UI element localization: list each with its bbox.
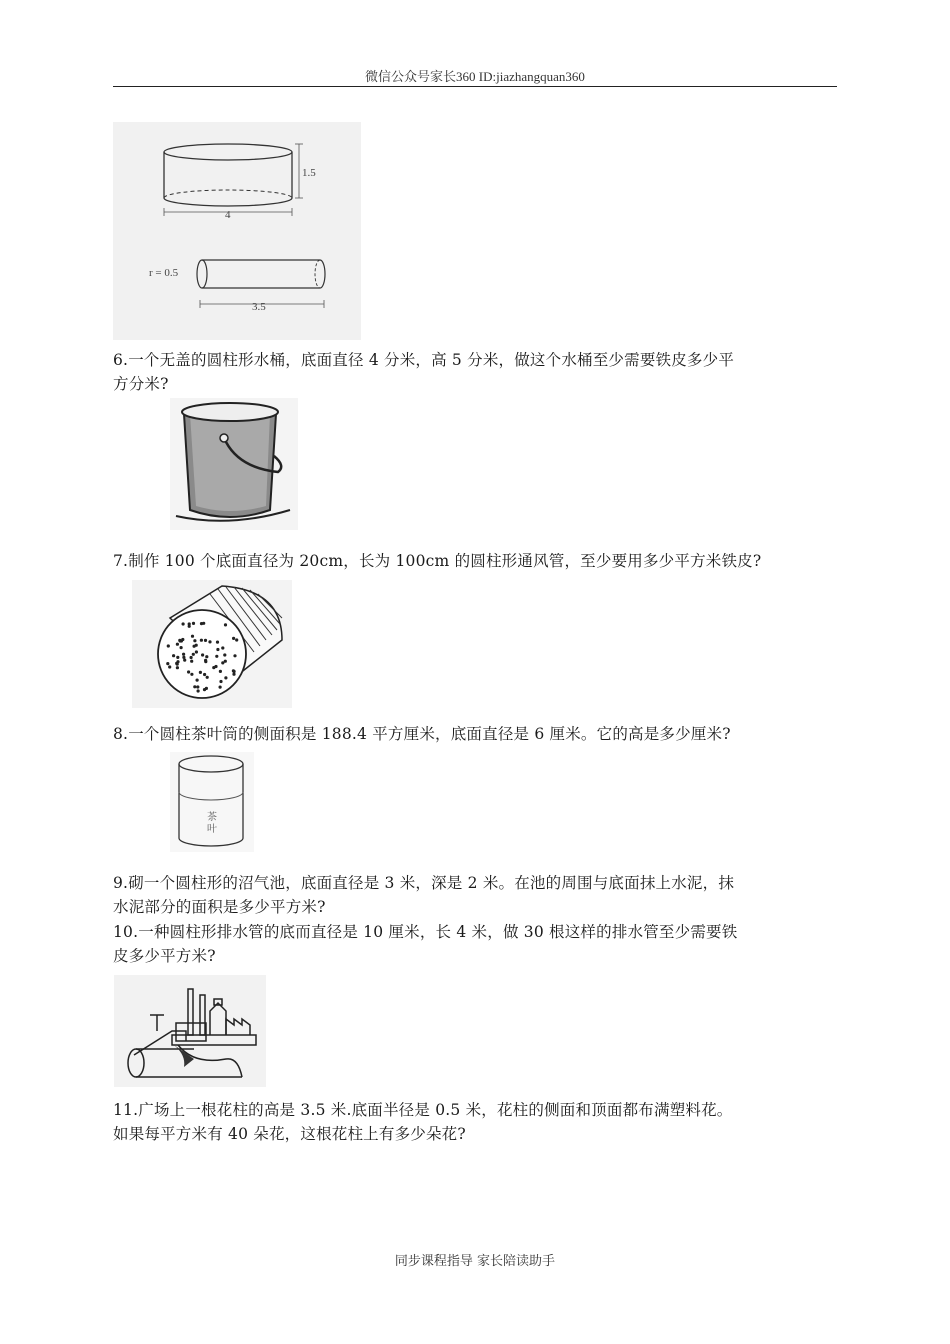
question-11-line-1: 11.广场上一根花柱的高是 3.5 米.底面半径是 0.5 米，花柱的侧面和顶面都布满塑料花。 bbox=[113, 1101, 733, 1119]
pipe-dot bbox=[182, 656, 185, 659]
question-9-line-2: 水泥部分的面积是多少平方米? bbox=[113, 898, 326, 916]
question-8 bbox=[113, 722, 843, 746]
pipe-dot bbox=[190, 660, 193, 663]
height-label: 1.5 bbox=[302, 167, 316, 179]
pipe-dot bbox=[197, 689, 200, 692]
question-11-line-2: 如果每平方米有 40 朵花，这根花柱上有多少朵花? bbox=[113, 1125, 466, 1143]
pipe-dot bbox=[224, 623, 227, 626]
pipe-dot bbox=[188, 622, 191, 625]
pipe-dot bbox=[204, 659, 207, 662]
question-6-line-1: 6.一个无盖的圆柱形水桶，底面直径 4 分米，高 5 分米，做这个水桶至少需要铁皮多少平 bbox=[113, 351, 735, 369]
pipe-dot bbox=[166, 662, 169, 665]
pipe-dot bbox=[190, 656, 193, 659]
pipe-dot bbox=[172, 654, 175, 657]
pipe-dot bbox=[182, 622, 185, 625]
pipe-dot bbox=[195, 650, 198, 653]
pipe-dot bbox=[200, 622, 203, 625]
pipe-dot bbox=[235, 638, 238, 641]
header-rule bbox=[113, 86, 837, 87]
radius-label: r = 0.5 bbox=[149, 267, 179, 279]
question-6-line-2: 方分米? bbox=[113, 375, 169, 393]
pipe-dot bbox=[216, 648, 219, 651]
pipe-dot bbox=[219, 680, 222, 683]
question-8-line-1: 8.一个圆柱茶叶筒的侧面积是 188.4 平方厘米，底面直径是 6 厘米。它的高是多少厘米? bbox=[113, 725, 731, 743]
pipe-dot bbox=[233, 654, 236, 657]
pipe-dot bbox=[187, 670, 190, 673]
pipe-dot bbox=[182, 653, 185, 656]
pipe-dot bbox=[190, 673, 193, 676]
pipe-dot bbox=[221, 661, 224, 664]
pipe-dot bbox=[232, 673, 235, 676]
pipe-dot bbox=[201, 653, 204, 656]
pipe-dot bbox=[193, 639, 196, 642]
pipe-dot bbox=[183, 659, 186, 662]
question-7 bbox=[113, 549, 843, 573]
page-footer: 同步课程指导 家长陪读助手 bbox=[394, 1254, 556, 1269]
pipe-dot bbox=[224, 676, 227, 679]
pipe-dot bbox=[192, 622, 195, 625]
tea-can-label-2: 叶 bbox=[207, 824, 217, 835]
tea-can-label-1: 茶 bbox=[207, 812, 217, 823]
pipe-dot bbox=[219, 670, 222, 673]
pipe-dot bbox=[176, 656, 179, 659]
pipe-dot bbox=[176, 660, 179, 663]
pipe-dot bbox=[206, 676, 209, 679]
pipe-dot bbox=[203, 673, 206, 676]
question-6 bbox=[113, 348, 843, 396]
figure-cylinder-and-pipe bbox=[113, 122, 361, 340]
pipe-dot bbox=[176, 643, 179, 646]
pipe-dot bbox=[204, 639, 207, 642]
pipe-dot bbox=[192, 653, 195, 656]
pipe-dot bbox=[219, 686, 222, 689]
pipe-dot bbox=[193, 645, 196, 648]
page-header: 微信公众号家长360 ID:jiazhangquan360 bbox=[365, 69, 585, 84]
figure-bucket bbox=[170, 398, 298, 530]
pipe-dot bbox=[215, 655, 218, 658]
pipe-dot bbox=[223, 653, 226, 656]
pipe-dot bbox=[232, 637, 235, 640]
pipe-dot bbox=[196, 685, 199, 688]
pipe-dot bbox=[208, 640, 211, 643]
pipe-dot bbox=[178, 639, 181, 642]
pipe-dot bbox=[167, 644, 170, 647]
pipe-dot bbox=[196, 679, 199, 682]
pipe-dot bbox=[221, 646, 224, 649]
pipe-dot bbox=[180, 646, 183, 649]
diameter-label: 4 bbox=[225, 209, 231, 221]
question-11 bbox=[113, 1098, 843, 1146]
length-label: 3.5 bbox=[252, 301, 266, 313]
question-10 bbox=[113, 920, 843, 968]
pipe-dot bbox=[168, 665, 171, 668]
pipe-dot bbox=[212, 666, 215, 669]
pipe-dot bbox=[191, 635, 194, 638]
question-10-line-1: 10.一种圆柱形排水管的底而直径是 10 厘米，长 4 米，做 30 根这样的排水管至少需要铁 bbox=[113, 923, 738, 941]
question-7-line-1: 7.制作 100 个底面直径为 20cm，长为 100cm 的圆柱形通风管，至少要用多少平方米铁皮? bbox=[113, 552, 762, 570]
figure-factory-drain-pipe bbox=[114, 975, 266, 1087]
figure-tea-can bbox=[170, 752, 254, 852]
pipe-dot bbox=[193, 685, 196, 688]
figure-ventilation-pipe bbox=[132, 580, 292, 708]
pipe-dot bbox=[176, 666, 179, 669]
pipe-dot bbox=[205, 655, 208, 658]
question-10-line-2: 皮多少平方米? bbox=[113, 947, 216, 965]
question-9 bbox=[113, 871, 843, 919]
pipe-dot bbox=[199, 671, 202, 674]
pipe-dot bbox=[205, 687, 208, 690]
pipe-dot bbox=[200, 639, 203, 642]
question-9-line-1: 9.砌一个圆柱形的沼气池，底面直径是 3 米，深是 2 米。在池的周围与底面抹上水泥，抹 bbox=[113, 874, 735, 892]
pipe-dot bbox=[216, 641, 219, 644]
